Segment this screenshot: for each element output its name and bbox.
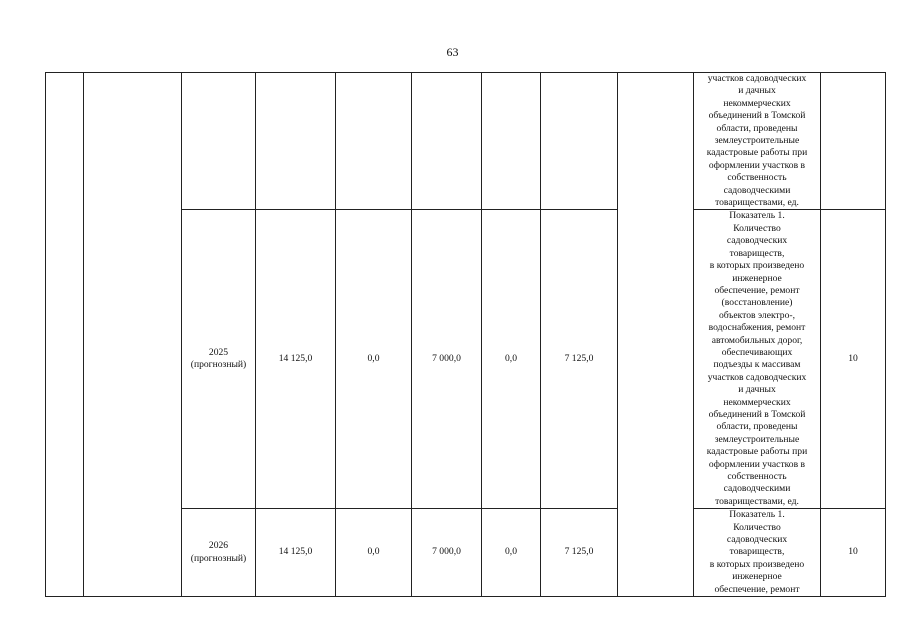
page-number: 63 xyxy=(446,45,459,59)
indicator-cell: Показатель 1. Количество садоводческих товариществ, в которых произведено инженерное обеспечение, ремонт (восстановление) объектов электро-, водоснабжения, ремонт автомобильных дорог, обеспечивающих подъезды к массивам участков садоводческих и дачных некоммерческих объединений в Томской области, проведены землеустроительные кадастровые работы при оформлении участков в собственность садоводческими товариществами, ед. xyxy=(694,210,821,509)
regional-budget-cell xyxy=(412,73,482,210)
federal-budget-cell: 0,0 xyxy=(336,509,412,597)
measure-name-cell xyxy=(84,73,182,597)
indicator-value-cell: 10 xyxy=(821,509,886,597)
local-budget-cell xyxy=(482,73,541,210)
number-cell xyxy=(46,73,84,597)
extrabudgetary-cell: 7 125,0 xyxy=(541,210,618,509)
executor-cell xyxy=(618,73,694,597)
year-cell: 2026 (прогнозный) xyxy=(182,509,256,597)
total-cell: 14 125,0 xyxy=(256,509,336,597)
total-cell: 14 125,0 xyxy=(256,210,336,509)
indicator-cell: участков садоводческих и дачных некоммерческих объединений в Томской области, проведены землеустроительные кадастровые работы при оформлении участков в собственность садоводческими товариществами, ед. xyxy=(694,73,821,210)
indicator-cell: Показатель 1. Количество садоводческих товариществ, в которых произведено инженерное обеспечение, ремонт xyxy=(694,509,821,597)
indicator-value-cell: 10 xyxy=(821,210,886,509)
total-cell xyxy=(256,73,336,210)
year-cell: 2025 (прогнозный) xyxy=(182,210,256,509)
extrabudgetary-cell: 7 125,0 xyxy=(541,509,618,597)
regional-budget-cell: 7 000,0 xyxy=(412,509,482,597)
regional-budget-cell: 7 000,0 xyxy=(412,210,482,509)
local-budget-cell: 0,0 xyxy=(482,210,541,509)
local-budget-cell: 0,0 xyxy=(482,509,541,597)
extrabudgetary-cell xyxy=(541,73,618,210)
table-row xyxy=(46,73,886,210)
indicator-value-cell xyxy=(821,73,886,210)
federal-budget-cell xyxy=(336,73,412,210)
year-cell xyxy=(182,73,256,210)
program-funding-table xyxy=(45,72,886,597)
federal-budget-cell: 0,0 xyxy=(336,210,412,509)
